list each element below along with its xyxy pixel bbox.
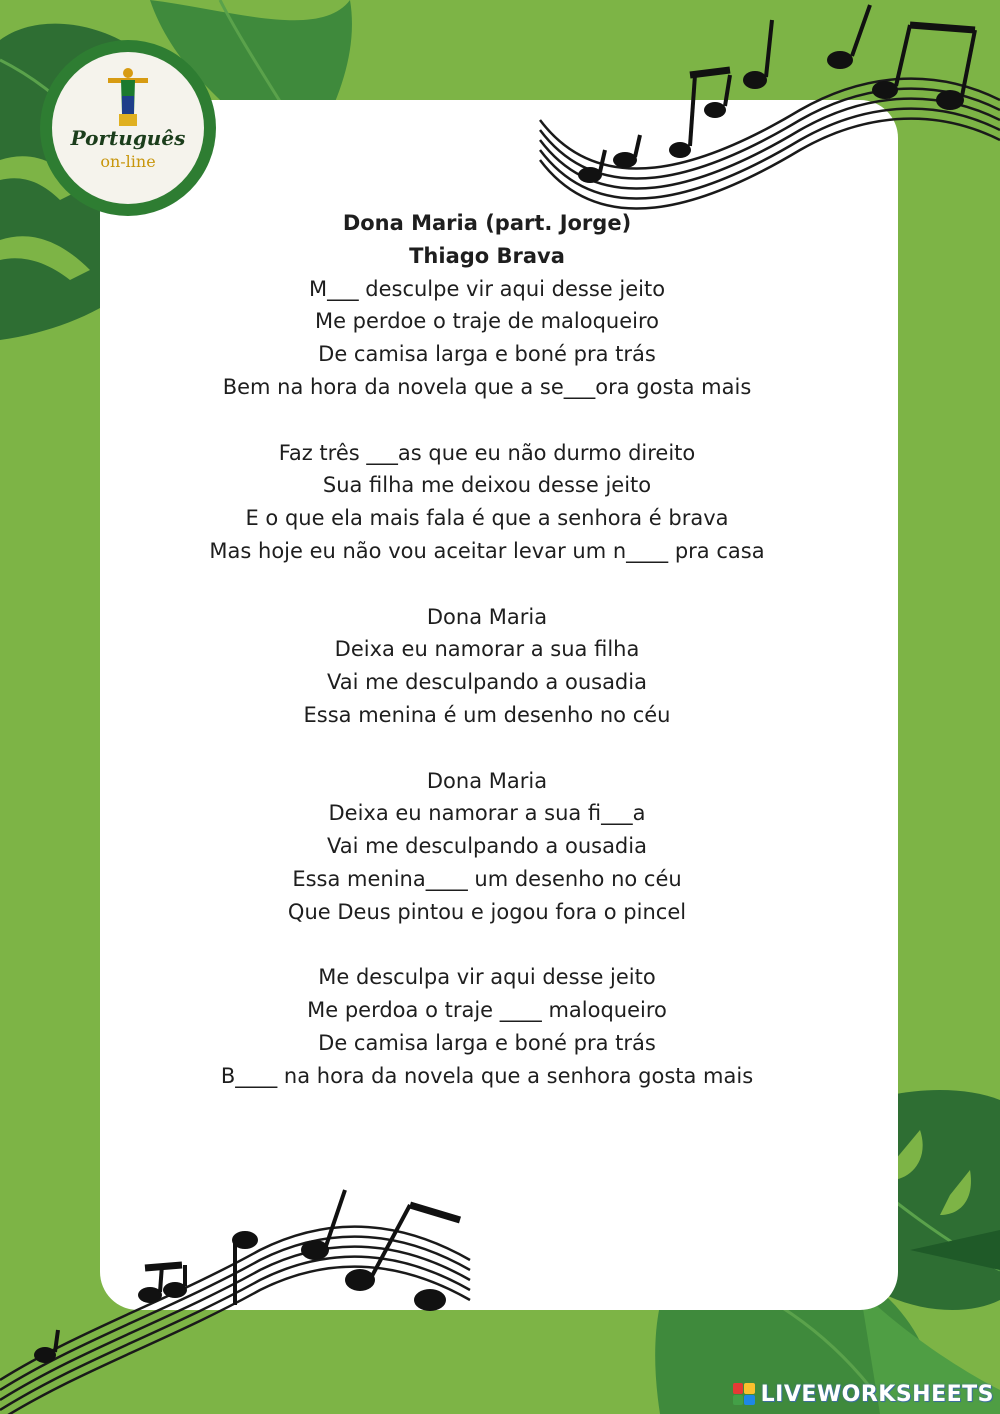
lyric-line: Me desculpa vir aqui desse jeito bbox=[318, 965, 656, 990]
lyric-line: Faz três ___as que eu não durmo direito bbox=[278, 440, 696, 465]
logo-subtitle-text: on-line bbox=[100, 152, 156, 171]
christ-redeemer-statue-icon bbox=[108, 66, 148, 128]
lyrics-block bbox=[100, 207, 874, 1093]
lyric-line: Sua filha me deixou desse jeito bbox=[322, 473, 652, 498]
lyric-line: Dona Maria bbox=[426, 768, 548, 793]
lyric-line: Que Deus pintou e jogou fora o pincel bbox=[287, 899, 687, 924]
song-artist: Thiago Brava bbox=[409, 243, 565, 268]
lyric-line: Deixa eu namorar a sua filha bbox=[334, 637, 640, 662]
lyric-line: E o que ela mais fala é que a senhora é brava bbox=[245, 506, 729, 531]
lyric-line: M___ desculpe vir aqui desse jeito bbox=[308, 276, 666, 301]
lyric-line: Vai me desculpando a ousadia bbox=[327, 670, 647, 695]
music-staff-bottom-left-icon bbox=[0, 1180, 470, 1414]
portugues-online-logo bbox=[40, 40, 216, 216]
song-title: Dona Maria (part. Jorge) bbox=[342, 211, 632, 235]
lyric-line: Essa menina é um desenho no céu bbox=[303, 702, 671, 727]
lyric-line: Dona Maria bbox=[426, 604, 548, 629]
logo-brand-text: Português bbox=[70, 126, 186, 150]
stanza-1 bbox=[100, 273, 874, 404]
lyric-line: B____ na hora da novela que a senhora gosta mais bbox=[220, 1063, 754, 1088]
lyric-line: Me perdoa o traje ____ maloqueiro bbox=[307, 998, 667, 1023]
lyric-line: Vai me desculpando a ousadia bbox=[327, 834, 647, 859]
music-staff-top-right-icon bbox=[530, 0, 1000, 215]
lyric-line: De camisa larga e boné pra trás bbox=[318, 342, 656, 367]
stanza-4 bbox=[100, 765, 874, 929]
lyric-line: Me perdoe o traje de maloqueiro bbox=[314, 309, 660, 334]
stanza-3 bbox=[100, 601, 874, 732]
stanza-2 bbox=[100, 437, 874, 568]
lyric-line: Deixa eu namorar a sua fi___a bbox=[328, 801, 646, 826]
stanza-5 bbox=[100, 961, 874, 1092]
lyric-line: Mas hoje eu não vou aceitar levar um n____ pra casa bbox=[209, 538, 765, 563]
lyric-line: Essa menina____ um desenho no céu bbox=[292, 866, 682, 891]
liveworksheets-watermark[interactable] bbox=[733, 1380, 994, 1408]
watermark-text: LIVEWORKSHEETS bbox=[760, 1381, 994, 1407]
lyric-line: Bem na hora da novela que a se___ora gosta mais bbox=[222, 374, 752, 399]
lyric-line: De camisa larga e boné pra trás bbox=[318, 1030, 656, 1055]
liveworksheets-logo-icon bbox=[733, 1383, 755, 1405]
